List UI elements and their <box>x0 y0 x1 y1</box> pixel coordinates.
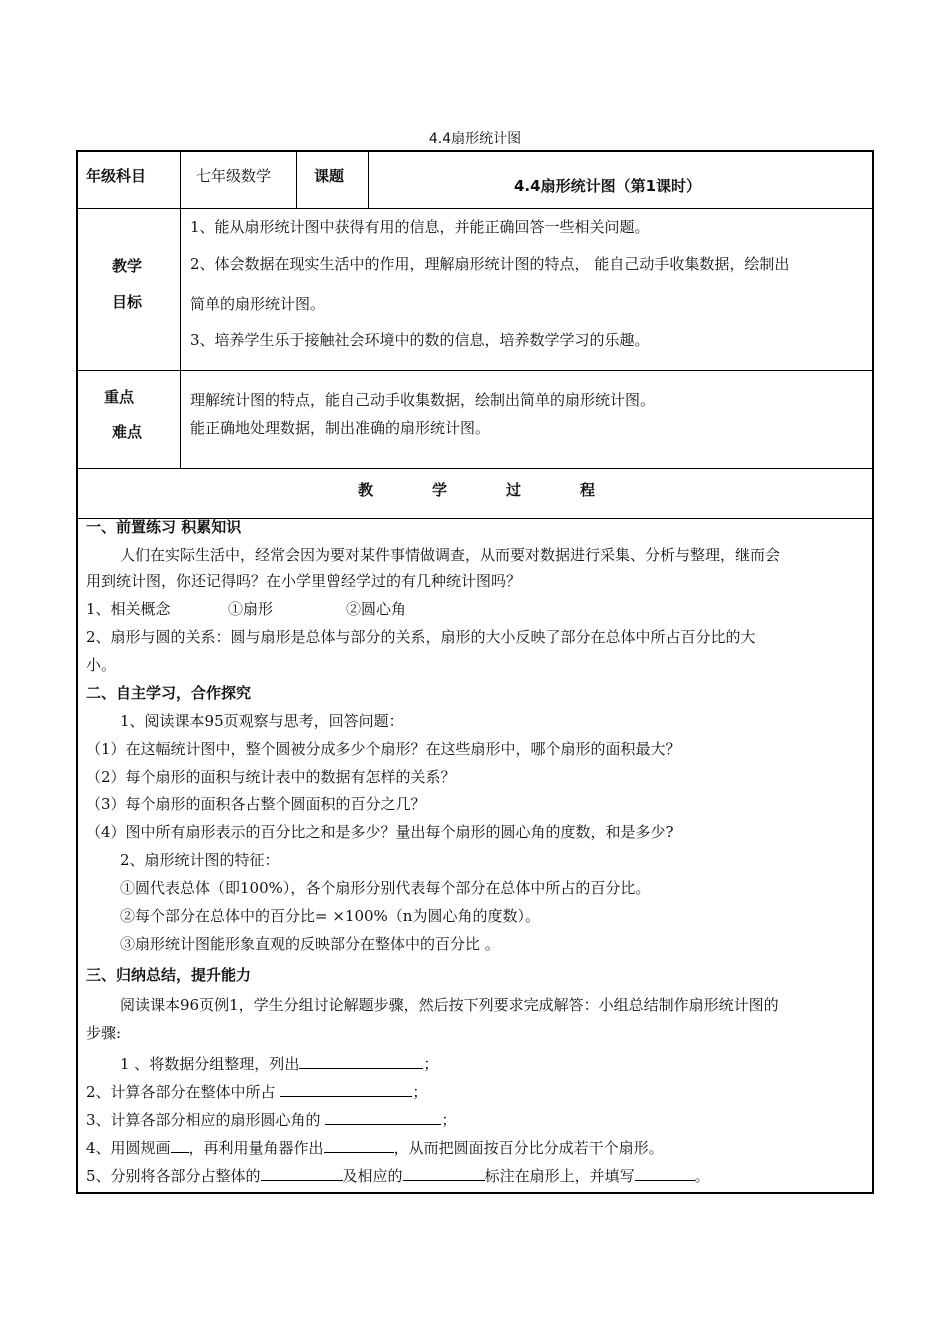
step-4-blank-2[interactable] <box>324 1136 394 1153</box>
column-divider <box>296 152 297 208</box>
step-2 <box>86 1080 427 1103</box>
section-2-title: 二、自主学习，合作探究 <box>86 684 252 702</box>
step-5-end: 。 <box>694 1167 710 1185</box>
key-points-label-line1: 重点 <box>104 388 135 406</box>
step-5-blank-3[interactable] <box>635 1164 695 1181</box>
topic-label: 课题 <box>314 167 345 185</box>
column-divider <box>180 152 181 468</box>
concepts-label: 1、相关概念 <box>86 600 171 618</box>
objective-item-2-line1: 2、体会数据在现实生活中的作用，理解扇形统计图的特点， 能自己动手收集数据，绘制出 <box>190 255 790 273</box>
section-1-paragraph-line1: 人们在实际生活中，经常会因为要对某件事情做调查，从而要对数据进行采集、分析与整理，继而会 <box>120 546 781 564</box>
step-5-blank-1[interactable] <box>261 1164 343 1181</box>
step-4-text-c: ，从而把圆面按百分比分成若干个扇形。 <box>393 1139 664 1157</box>
column-divider <box>368 152 369 208</box>
key-points-label-line2: 难点 <box>112 423 143 441</box>
row-divider <box>78 370 872 371</box>
step-4-blank-1[interactable] <box>171 1136 189 1153</box>
section-3-paragraph-line1: 阅读课本96页例1，学生分组讨论解题步骤，然后按下列要求完成解答：小组总结制作扇形统计图的 <box>120 996 779 1014</box>
topic-value: 4.4扇形统计图（第1课时） <box>514 177 702 195</box>
document-title: 4.4扇形统计图 <box>428 131 522 147</box>
step-3-text: 3、计算各部分相应的扇形圆心角的 <box>86 1111 326 1129</box>
question-2: （2）每个扇形的面积与统计表中的数据有怎样的关系？ <box>86 768 456 786</box>
step-4 <box>86 1136 664 1159</box>
relation-line2: 小。 <box>86 656 117 674</box>
section-3-paragraph-line2: 步骤: <box>86 1024 122 1042</box>
row-divider <box>78 468 872 469</box>
step-1 <box>120 1052 438 1075</box>
objectives-label-line2: 目标 <box>112 293 143 311</box>
objective-item-3: 3、培养学生乐于接触社会环境中的数的信息，培养数学学习的乐趣。 <box>190 331 650 349</box>
step-2-blank[interactable] <box>280 1080 412 1097</box>
process-heading-char: 学 <box>432 481 448 499</box>
grade-subject-label: 年级科目 <box>86 167 147 185</box>
step-4-text-b: ，再利用量角器作出 <box>188 1139 324 1157</box>
feature-3: ③扇形统计图能形象直观的反映部分在整体中的百分比 。 <box>120 935 500 953</box>
step-1-text: 1 、将数据分组整理，列出 <box>120 1055 300 1073</box>
step-2-text: 2、计算各部分在整体中所占 <box>86 1083 281 1101</box>
grade-subject-value: 七年级数学 <box>196 167 272 185</box>
objective-item-2-line2: 简单的扇形统计图。 <box>190 295 326 313</box>
step-5 <box>86 1164 710 1187</box>
concept-sector: ①扇形 <box>228 600 274 618</box>
step-3 <box>86 1108 456 1131</box>
step-3-end: ； <box>441 1111 457 1129</box>
step-5-blank-2[interactable] <box>403 1164 485 1181</box>
step-2-end: ； <box>412 1083 428 1101</box>
process-heading-char: 教 <box>358 481 374 499</box>
section-2-read: 1、阅读课本95页观察与思考，回答问题： <box>120 712 404 730</box>
key-point-text: 理解统计图的特点，能自己动手收集数据，绘制出简单的扇形统计图。 <box>190 391 656 409</box>
lesson-plan-table <box>76 150 874 1194</box>
section-3-title: 三、归纳总结，提升能力 <box>86 966 252 984</box>
concept-central-angle: ②圆心角 <box>346 600 407 618</box>
process-heading-char: 过 <box>506 481 522 499</box>
objective-item-1: 1、能从扇形统计图中获得有用的信息，并能正确回答一些相关问题。 <box>190 218 650 236</box>
relation-line1: 2、扇形与圆的关系：圆与扇形是总体与部分的关系，扇形的大小反映了部分在总体中所占百分比的大 <box>86 628 756 646</box>
step-5-text-c: 标注在扇形上，并填写 <box>484 1167 635 1185</box>
features-heading: 2、扇形统计图的特征： <box>120 851 280 869</box>
row-divider <box>78 208 872 209</box>
question-3: （3）每个扇形的面积各占整个圆面积的百分之几？ <box>86 795 426 813</box>
step-5-text-a: 5、分别将各部分占整体的 <box>86 1167 261 1185</box>
feature-1: ①圆代表总体（即100%），各个扇形分别代表每个部分在总体中所占的百分比。 <box>120 879 651 897</box>
question-1: （1）在这幅统计图中，整个圆被分成多少个扇形？在这些扇形中，哪个扇形的面积最大？ <box>86 740 681 758</box>
step-5-text-b: 及相应的 <box>342 1167 403 1185</box>
question-4: （4）图中所有扇形表示的百分比之和是多少？量出每个扇形的圆心角的度数，和是多少? <box>86 823 674 841</box>
step-1-end: ； <box>423 1055 439 1073</box>
section-1-title: 一、前置练习 积累知识 <box>86 518 242 536</box>
step-3-blank[interactable] <box>325 1108 441 1125</box>
section-1-paragraph-line2: 用到统计图，你还记得吗？在小学里曾经学过的有几种统计图吗？ <box>86 572 522 590</box>
feature-2: ②每个部分在总体中的百分比= ×100%（n为圆心角的度数）。 <box>120 907 540 925</box>
difficult-point-text: 能正确地处理数据，制出准确的扇形统计图。 <box>190 419 491 437</box>
objectives-label-line1: 教学 <box>112 257 143 275</box>
step-1-blank[interactable] <box>299 1052 423 1069</box>
process-heading-char: 程 <box>580 481 596 499</box>
step-4-text-a: 4、用圆规画 <box>86 1139 171 1157</box>
